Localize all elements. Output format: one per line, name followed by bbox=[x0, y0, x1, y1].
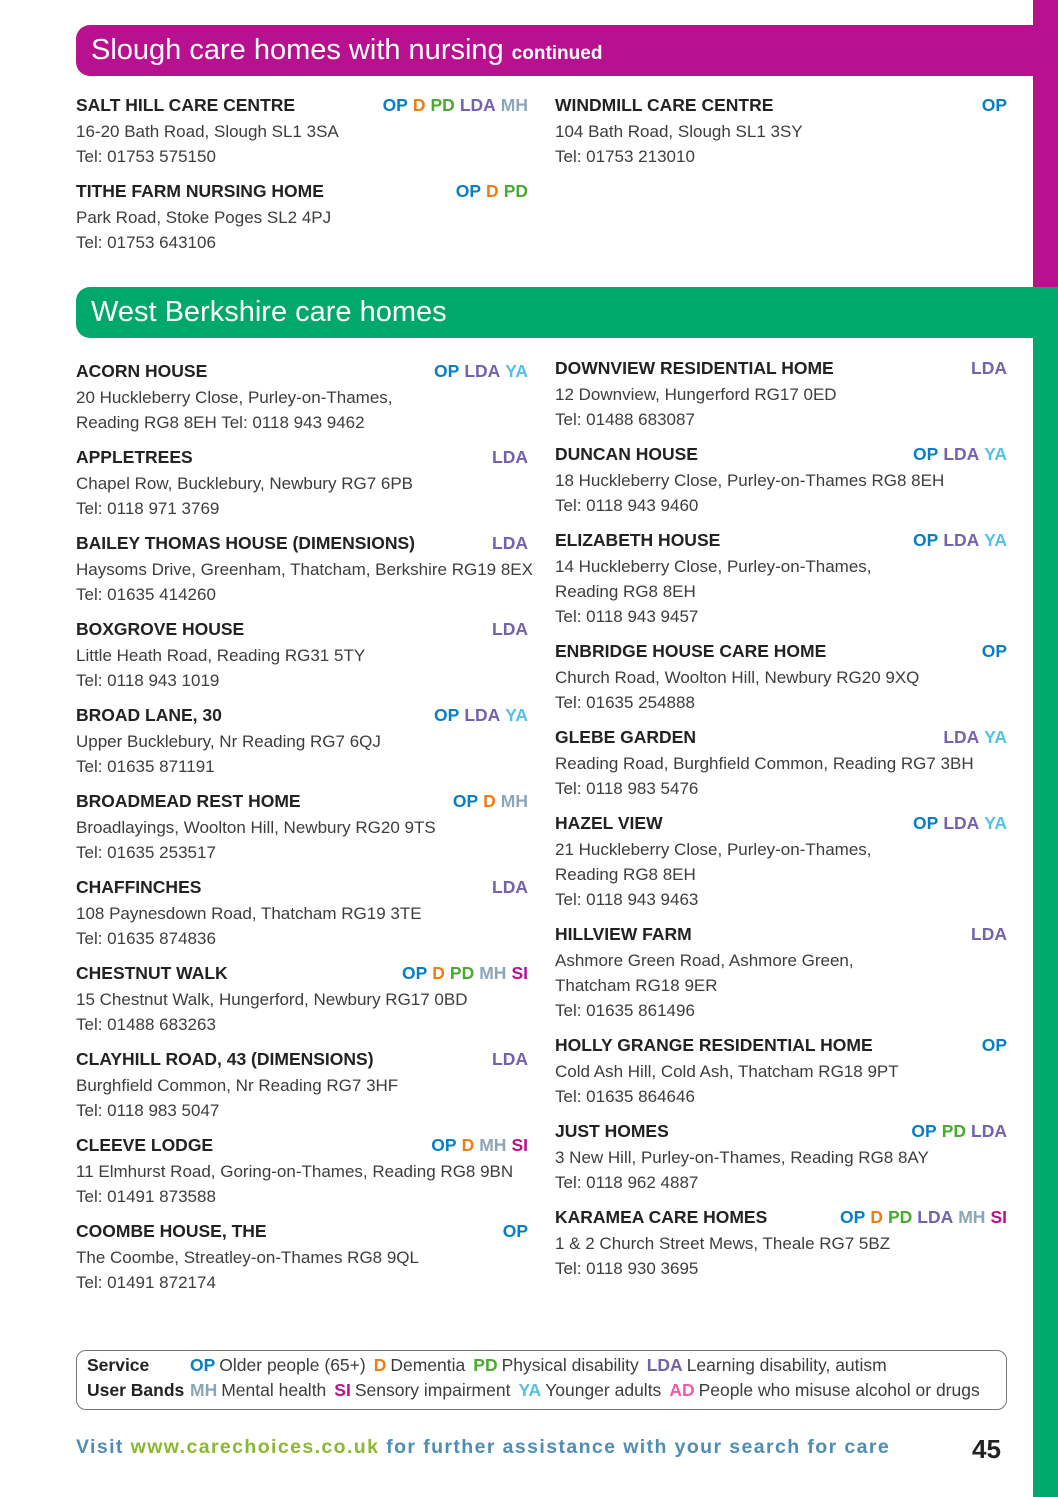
band-code-si: SI bbox=[511, 963, 528, 983]
band-code-lda: LDA bbox=[943, 727, 980, 747]
care-home-telephone: Tel: 0118 983 5476 bbox=[555, 779, 699, 798]
slough-right-column bbox=[555, 95, 1007, 181]
care-home-entry-boxgrove-house bbox=[76, 619, 528, 693]
band-code-ya: YA bbox=[984, 727, 1007, 747]
care-home-address-line: Reading RG8 8EH Tel: 0118 943 9462 bbox=[76, 413, 365, 432]
band-code-op: OP bbox=[455, 181, 482, 201]
care-home-telephone: Tel: 01488 683263 bbox=[76, 1015, 216, 1034]
care-home-address-line: Cold Ash Hill, Cold Ash, Thatcham RG18 9PT bbox=[555, 1062, 899, 1081]
legend-label: Older people (65+) bbox=[219, 1355, 366, 1375]
service-band-codes bbox=[498, 1221, 528, 1242]
service-band-codes bbox=[977, 95, 1007, 116]
care-home-name: ACORN HOUSE bbox=[76, 361, 208, 381]
band-code-d: D bbox=[432, 963, 445, 983]
footer-visit: Visit bbox=[76, 1436, 124, 1458]
care-home-name: HAZEL VIEW bbox=[555, 813, 663, 833]
care-home-name-row bbox=[555, 1121, 1007, 1145]
care-home-entry-salt-hill-care-centre bbox=[76, 95, 528, 169]
care-home-entry-hazel-view bbox=[555, 813, 1007, 912]
service-band-codes bbox=[487, 619, 528, 640]
service-band-codes bbox=[966, 924, 1007, 945]
care-home-address-line: 18 Huckleberry Close, Purley-on-Thames RG8 8EH bbox=[555, 471, 945, 490]
care-home-address-line: Burghfield Common, Nr Reading RG7 3HF bbox=[76, 1076, 399, 1095]
care-home-name-row bbox=[555, 727, 1007, 751]
footer-url-link[interactable]: www.carechoices.co.uk bbox=[130, 1436, 380, 1458]
care-home-address-line: Park Road, Stoke Poges SL2 4PJ bbox=[76, 208, 332, 227]
band-code-op: OP bbox=[981, 641, 1007, 661]
care-home-entry-bailey-thomas-house-dimensions bbox=[76, 533, 533, 607]
care-home-address-line: 15 Chestnut Walk, Hungerford, Newbury RG17 0BD bbox=[76, 990, 468, 1009]
service-band-codes bbox=[906, 1121, 1007, 1142]
care-home-name: WINDMILL CARE CENTRE bbox=[555, 95, 774, 115]
care-home-telephone: Tel: 0118 943 1019 bbox=[76, 671, 220, 690]
service-band-codes bbox=[938, 727, 1007, 748]
legend-code: YA bbox=[518, 1380, 542, 1400]
care-home-address-line: The Coombe, Streatley-on-Thames RG8 9QL bbox=[76, 1248, 419, 1267]
band-code-lda: LDA bbox=[492, 447, 528, 467]
band-code-op: OP bbox=[913, 530, 939, 550]
care-home-address-line: Reading Road, Burghfield Common, Reading RG7 3BH bbox=[555, 754, 974, 773]
legend-code: LDA bbox=[646, 1355, 683, 1375]
band-code-lda: LDA bbox=[492, 619, 528, 639]
care-home-address-line: Reading RG8 8EH bbox=[555, 865, 696, 884]
slough-section-title: Slough care homes with nursing bbox=[91, 34, 504, 66]
band-code-pd: PD bbox=[941, 1121, 967, 1141]
care-home-name-row bbox=[555, 924, 1007, 948]
band-code-op: OP bbox=[434, 361, 460, 381]
care-home-telephone: Tel: 01753 213010 bbox=[555, 147, 695, 166]
band-code-mh: MH bbox=[479, 963, 507, 983]
footer-rest: for further assistance with your search for care bbox=[386, 1436, 891, 1458]
care-home-address-line: 108 Paynesdown Road, Thatcham RG19 3TE bbox=[76, 904, 422, 923]
care-home-address-line: 14 Huckleberry Close, Purley-on-Thames, bbox=[555, 557, 872, 576]
care-home-entry-cleeve-lodge bbox=[76, 1135, 528, 1209]
legend-label: Physical disability bbox=[501, 1355, 639, 1375]
band-code-mh: MH bbox=[958, 1207, 986, 1227]
legend-item-ad bbox=[669, 1380, 979, 1401]
care-home-telephone: Tel: 01635 861496 bbox=[555, 1001, 695, 1020]
band-code-d: D bbox=[483, 791, 496, 811]
care-home-name-row bbox=[555, 444, 1007, 468]
care-home-telephone: Tel: 01635 864646 bbox=[555, 1087, 695, 1106]
band-code-lda: LDA bbox=[943, 813, 980, 833]
west-berkshire-section-title: West Berkshire care homes bbox=[91, 296, 447, 328]
care-home-name: HILLVIEW FARM bbox=[555, 924, 692, 944]
care-home-address-line: Broadlayings, Woolton Hill, Newbury RG20 9TS bbox=[76, 818, 436, 837]
care-home-name: BROADMEAD REST HOME bbox=[76, 791, 301, 811]
service-band-codes bbox=[977, 641, 1007, 662]
care-home-name-row bbox=[76, 1221, 528, 1245]
care-home-name: GLEBE GARDEN bbox=[555, 727, 696, 747]
care-home-address-line: Upper Bucklebury, Nr Reading RG7 6QJ bbox=[76, 732, 381, 751]
slough-section-subtitle: continued bbox=[511, 42, 603, 64]
band-code-d: D bbox=[412, 95, 426, 115]
care-home-name-row bbox=[76, 533, 528, 557]
band-code-op: OP bbox=[981, 1035, 1007, 1055]
service-band-codes bbox=[397, 963, 528, 984]
care-home-address-line: Thatcham RG18 9ER bbox=[555, 976, 718, 995]
care-home-name: DOWNVIEW RESIDENTIAL HOME bbox=[555, 358, 834, 378]
band-code-lda: LDA bbox=[971, 924, 1007, 944]
band-code-ya: YA bbox=[505, 705, 528, 725]
care-home-name: APPLETREES bbox=[76, 447, 193, 467]
care-home-entry-coombe-house-the bbox=[76, 1221, 528, 1295]
service-band-codes bbox=[426, 1135, 528, 1156]
care-home-telephone: Tel: 01753 643106 bbox=[76, 233, 216, 252]
care-home-name-row bbox=[76, 877, 528, 901]
band-code-lda: LDA bbox=[459, 95, 496, 115]
legend-code: OP bbox=[190, 1355, 216, 1375]
service-band-codes bbox=[451, 181, 528, 202]
service-band-codes bbox=[835, 1207, 1007, 1228]
care-home-entry-hillview-farm bbox=[555, 924, 1007, 1023]
service-band-codes bbox=[487, 447, 528, 468]
band-code-ya: YA bbox=[984, 444, 1007, 464]
band-code-ya: YA bbox=[984, 530, 1007, 550]
legend-code: D bbox=[373, 1355, 387, 1375]
legend-label: People who misuse alcohol or drugs bbox=[698, 1380, 980, 1400]
care-home-name: CLAYHILL ROAD, 43 (DIMENSIONS) bbox=[76, 1049, 374, 1069]
care-home-telephone: Tel: 01491 873588 bbox=[76, 1187, 216, 1206]
care-home-name: ELIZABETH HOUSE bbox=[555, 530, 721, 550]
care-home-name: ENBRIDGE HOUSE CARE HOME bbox=[555, 641, 827, 661]
care-home-name: CHAFFINCHES bbox=[76, 877, 202, 897]
care-home-address-line: 104 Bath Road, Slough SL1 3SY bbox=[555, 122, 803, 141]
legend-item-ya bbox=[518, 1380, 661, 1401]
care-home-entry-chaffinches bbox=[76, 877, 528, 951]
page-number: 45 bbox=[972, 1434, 1001, 1464]
care-home-name-row bbox=[555, 530, 1007, 554]
care-home-telephone: Tel: 0118 943 9457 bbox=[555, 607, 699, 626]
legend-label: Dementia bbox=[390, 1355, 466, 1375]
care-home-address-line: Ashmore Green Road, Ashmore Green, bbox=[555, 951, 854, 970]
band-code-op: OP bbox=[502, 1221, 528, 1241]
care-home-name-row bbox=[76, 447, 528, 471]
care-home-name-row bbox=[76, 791, 528, 815]
care-home-address-line: 12 Downview, Hungerford RG17 0ED bbox=[555, 385, 837, 404]
band-code-mh: MH bbox=[479, 1135, 507, 1155]
band-code-op: OP bbox=[434, 705, 460, 725]
care-home-address-line: Chapel Row, Bucklebury, Newbury RG7 6PB bbox=[76, 474, 414, 493]
care-home-entry-appletrees bbox=[76, 447, 528, 521]
care-home-entry-just-homes bbox=[555, 1121, 1007, 1195]
care-home-entry-broadmead-rest-home bbox=[76, 791, 528, 865]
care-home-name: CHESTNUT WALK bbox=[76, 963, 228, 983]
care-home-telephone: Tel: 01488 683087 bbox=[555, 410, 695, 429]
legend-item-d bbox=[374, 1355, 466, 1376]
band-code-lda: LDA bbox=[492, 1049, 528, 1069]
band-code-lda: LDA bbox=[917, 1207, 954, 1227]
care-home-address-line: 1 & 2 Church Street Mews, Theale RG7 5BZ bbox=[555, 1234, 891, 1253]
west-berkshire-right-column bbox=[555, 358, 1007, 1293]
band-code-ya: YA bbox=[984, 813, 1007, 833]
care-home-address-line: Church Road, Woolton Hill, Newbury RG20 9XQ bbox=[555, 668, 920, 687]
care-home-address-line: 3 New Hill, Purley-on-Thames, Reading RG8 8AY bbox=[555, 1148, 929, 1167]
band-code-pd: PD bbox=[887, 1207, 913, 1227]
care-home-telephone: Tel: 01753 575150 bbox=[76, 147, 216, 166]
care-home-telephone: Tel: 0118 983 5047 bbox=[76, 1101, 220, 1120]
side-tab-green bbox=[1033, 287, 1058, 1497]
service-band-codes bbox=[966, 358, 1007, 379]
band-code-pd: PD bbox=[430, 95, 455, 115]
band-code-d: D bbox=[870, 1207, 883, 1227]
care-home-entry-windmill-care-centre bbox=[555, 95, 1007, 169]
care-home-telephone: Tel: 01635 414260 bbox=[76, 585, 216, 604]
legend-code: AD bbox=[669, 1380, 695, 1400]
care-home-name-row bbox=[76, 95, 528, 119]
care-home-telephone: Tel: 0118 971 3769 bbox=[76, 499, 220, 518]
care-home-telephone: Tel: 01635 253517 bbox=[76, 843, 216, 862]
band-code-si: SI bbox=[990, 1207, 1007, 1227]
care-home-address-line: 11 Elmhurst Road, Goring-on-Thames, Reading RG8 9BN bbox=[76, 1162, 514, 1181]
band-code-d: D bbox=[486, 181, 499, 201]
care-home-entry-clayhill-road-43-dimensions bbox=[76, 1049, 528, 1123]
care-home-name-row bbox=[76, 1135, 528, 1159]
care-home-name: HOLLY GRANGE RESIDENTIAL HOME bbox=[555, 1035, 873, 1055]
care-home-entry-karamea-care-homes bbox=[555, 1207, 1007, 1281]
care-home-name: DUNCAN HOUSE bbox=[555, 444, 698, 464]
band-code-mh: MH bbox=[500, 95, 528, 115]
care-home-name: CLEEVE LODGE bbox=[76, 1135, 214, 1155]
care-home-telephone: Tel: 0118 930 3695 bbox=[555, 1259, 699, 1278]
service-band-codes bbox=[448, 791, 528, 812]
care-home-entry-chestnut-walk bbox=[76, 963, 528, 1037]
band-code-lda: LDA bbox=[464, 705, 501, 725]
band-code-op: OP bbox=[382, 95, 408, 115]
band-code-op: OP bbox=[913, 813, 939, 833]
band-code-lda: LDA bbox=[492, 533, 528, 553]
care-home-address-line: Little Heath Road, Reading RG31 5TY bbox=[76, 646, 366, 665]
care-home-name: BOXGROVE HOUSE bbox=[76, 619, 245, 639]
care-home-telephone: Tel: 0118 962 4887 bbox=[555, 1173, 699, 1192]
care-home-entry-holly-grange-residential-home bbox=[555, 1035, 1007, 1109]
care-home-name-row bbox=[555, 95, 1007, 119]
care-home-name: KARAMEA CARE HOMES bbox=[555, 1207, 768, 1227]
slough-section-header bbox=[76, 25, 1058, 76]
band-code-si: SI bbox=[511, 1135, 528, 1155]
west-berkshire-left-column bbox=[76, 361, 533, 1307]
care-home-entry-duncan-house bbox=[555, 444, 1007, 518]
care-home-telephone: Tel: 0118 943 9463 bbox=[555, 890, 699, 909]
service-band-codes bbox=[487, 533, 528, 554]
legend-item-mh bbox=[190, 1380, 326, 1401]
band-code-op: OP bbox=[431, 1135, 457, 1155]
care-home-telephone: Tel: 01491 872174 bbox=[76, 1273, 216, 1292]
legend-label: Younger adults bbox=[545, 1380, 662, 1400]
service-band-codes bbox=[908, 444, 1007, 465]
band-code-op: OP bbox=[840, 1207, 866, 1227]
band-code-lda: LDA bbox=[943, 530, 980, 550]
care-home-name-row bbox=[555, 641, 1007, 665]
band-code-lda: LDA bbox=[464, 361, 501, 381]
legend-label: Sensory impairment bbox=[354, 1380, 511, 1400]
band-code-lda: LDA bbox=[971, 1121, 1007, 1141]
care-home-entry-elizabeth-house bbox=[555, 530, 1007, 629]
care-home-name: COOMBE HOUSE, THE bbox=[76, 1221, 267, 1241]
service-band-codes bbox=[908, 530, 1007, 551]
west-berkshire-section-header bbox=[76, 287, 1058, 338]
care-home-address-line: 20 Huckleberry Close, Purley-on-Thames, bbox=[76, 388, 393, 407]
legend-code: MH bbox=[190, 1380, 218, 1400]
care-home-telephone: Tel: 0118 943 9460 bbox=[555, 496, 699, 515]
legend-code: PD bbox=[473, 1355, 498, 1375]
service-band-codes bbox=[378, 95, 528, 116]
legend-row bbox=[87, 1355, 1006, 1380]
care-home-entry-enbridge-house-care-home bbox=[555, 641, 1007, 715]
care-home-entry-glebe-garden bbox=[555, 727, 1007, 801]
service-band-codes bbox=[908, 813, 1007, 834]
care-home-name: BAILEY THOMAS HOUSE (DIMENSIONS) bbox=[76, 533, 416, 553]
band-code-op: OP bbox=[911, 1121, 937, 1141]
legend-code: SI bbox=[334, 1380, 351, 1400]
service-band-codes bbox=[487, 1049, 528, 1070]
band-code-op: OP bbox=[913, 444, 939, 464]
band-code-pd: PD bbox=[449, 963, 475, 983]
care-home-name: BROAD LANE, 30 bbox=[76, 705, 222, 725]
service-band-codes bbox=[429, 705, 528, 726]
legend-item-pd bbox=[473, 1355, 638, 1376]
care-home-entry-downview-residential-home bbox=[555, 358, 1007, 432]
band-code-op: OP bbox=[981, 95, 1007, 115]
band-code-lda: LDA bbox=[971, 358, 1007, 378]
service-band-codes bbox=[487, 877, 528, 898]
legend-label: Learning disability, autism bbox=[686, 1355, 887, 1375]
band-code-op: OP bbox=[401, 963, 428, 983]
legend-item-si bbox=[334, 1380, 510, 1401]
care-home-address-line: Reading RG8 8EH bbox=[555, 582, 696, 601]
care-home-telephone: Tel: 01635 874836 bbox=[76, 929, 216, 948]
care-home-address-line: Haysoms Drive, Greenham, Thatcham, Berkshire RG19 8EX bbox=[76, 560, 533, 579]
care-home-name-row bbox=[555, 1207, 1007, 1231]
care-home-entry-tithe-farm-nursing-home bbox=[76, 181, 528, 255]
band-code-op: OP bbox=[452, 791, 479, 811]
care-home-name-row bbox=[555, 358, 1007, 382]
service-user-bands-legend bbox=[76, 1350, 1007, 1410]
care-home-name: SALT HILL CARE CENTRE bbox=[76, 95, 296, 115]
care-home-telephone: Tel: 01635 254888 bbox=[555, 693, 695, 712]
band-code-ya: YA bbox=[505, 361, 528, 381]
service-band-codes bbox=[429, 361, 528, 382]
legend-row bbox=[87, 1380, 1006, 1405]
care-home-entry-broad-lane-30 bbox=[76, 705, 528, 779]
band-code-d: D bbox=[461, 1135, 475, 1155]
care-home-name-row bbox=[76, 619, 528, 643]
band-code-lda: LDA bbox=[943, 444, 980, 464]
care-home-entry-acorn-house bbox=[76, 361, 528, 435]
legend-item-lda bbox=[647, 1355, 887, 1376]
care-home-name-row bbox=[76, 705, 528, 729]
band-code-lda: LDA bbox=[492, 877, 528, 897]
band-code-pd: PD bbox=[503, 181, 528, 201]
care-home-address-line: 16-20 Bath Road, Slough SL1 3SA bbox=[76, 122, 339, 141]
footer-text bbox=[76, 1436, 890, 1459]
legend-item-op bbox=[190, 1355, 366, 1376]
care-home-name-row bbox=[76, 1049, 528, 1073]
care-home-name-row bbox=[555, 813, 1007, 837]
legend-heading-service: Service bbox=[87, 1355, 150, 1375]
band-code-mh: MH bbox=[500, 791, 528, 811]
care-home-address-line: 21 Huckleberry Close, Purley-on-Thames, bbox=[555, 840, 872, 859]
care-home-name-row bbox=[76, 361, 528, 385]
care-home-name-row bbox=[76, 963, 528, 987]
service-band-codes bbox=[977, 1035, 1007, 1056]
care-home-name-row bbox=[76, 181, 528, 205]
care-home-name-row bbox=[555, 1035, 1007, 1059]
care-home-telephone: Tel: 01635 871191 bbox=[76, 757, 215, 776]
slough-left-column bbox=[76, 95, 528, 267]
legend-label: Mental health bbox=[221, 1380, 327, 1400]
care-home-name: TITHE FARM NURSING HOME bbox=[76, 181, 324, 201]
legend-heading-user-bands: User Bands bbox=[87, 1380, 185, 1400]
care-home-name: JUST HOMES bbox=[555, 1121, 669, 1141]
